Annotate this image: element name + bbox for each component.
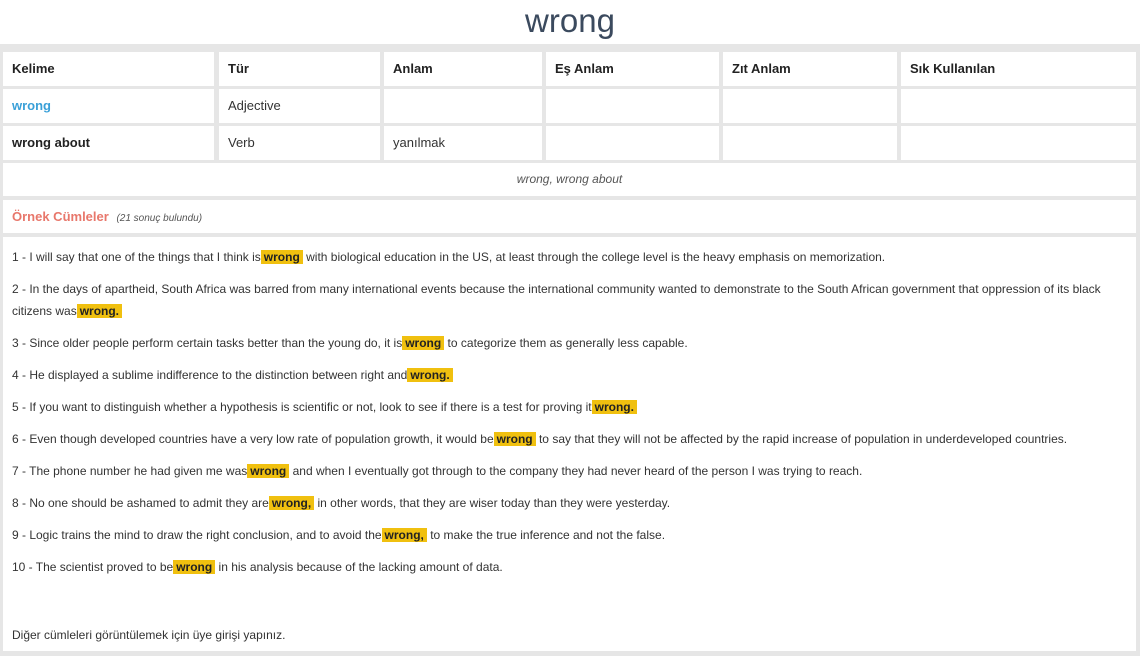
word-cell: wrong about [3,126,214,160]
example-sentences-panel [3,237,1136,651]
highlighted-word: wrong [173,560,215,574]
highlighted-word: wrong, [269,496,314,510]
highlighted-word: wrong [247,464,289,478]
examples-header [3,200,1136,233]
example-sentence [12,556,1127,578]
word-cell [3,89,214,123]
sentence-text: 10 - The scientist proved to be [12,560,174,574]
example-sentence [12,246,1127,268]
table-row [3,126,1136,160]
sentence-text: to categorize them as generally less capable. [444,336,688,350]
column-header-es-anlam: Eş Anlam [546,52,719,86]
synonym-cell [546,126,719,160]
sentence-text: 8 - No one should be ashamed to admit they are [12,496,269,510]
common-usage-cell [901,126,1136,160]
sentence-text: 2 - In the days of apartheid, South Africa was barred from many international events because the international community wanted to demonstrate to the South African government that oppression of its black citizens was [12,282,1101,318]
example-sentence [12,492,1127,514]
word-summary: wrong, wrong about [3,163,1136,196]
example-sentence [12,460,1127,482]
sentence-text: 7 - The phone number he had given me was [12,464,248,478]
sentence-text: and when I eventually got through to the company they had never heard of the person I was trying to reach. [289,464,863,478]
example-sentence [12,332,1127,354]
highlighted-word: wrong. [407,368,452,382]
type-cell: Verb [219,126,380,160]
example-sentence [12,278,1127,322]
sentence-text: to make the true inference and not the false. [426,528,666,542]
column-header-sik-kullanilan: Sık Kullanılan [901,52,1136,86]
example-sentence [12,396,1127,418]
sentence-text: to say that they will not be affected by the rapid increase of population in underdeveloped countries. [535,432,1068,446]
sentence-text: with biological education in the US, at least through the college level is the heavy emphasis on memorization. [302,250,886,264]
type-cell: Adjective [219,89,380,123]
sentence-text: 9 - Logic trains the mind to draw the right conclusion, and to avoid the [12,528,382,542]
login-prompt-text[interactable]: Diğer cümleleri görüntülemek için üye girişi yapınız. [12,628,286,642]
example-sentence [12,524,1127,546]
highlighted-word: wrong [494,432,536,446]
page-title: wrong [0,0,1140,44]
examples-count: (21 sonuç bulundu) [116,213,203,224]
column-header-kelime: Kelime [3,52,214,86]
synonym-cell [546,89,719,123]
example-sentence [12,428,1127,450]
highlighted-word: wrong [402,336,444,350]
sentence-text: 6 - Even though developed countries have a very low rate of population growth, it would be [12,432,494,446]
sentence-text: in other words, that they are wiser today than they were yesterday. [314,496,671,510]
highlighted-word: wrong [261,250,303,264]
column-header-anlam: Anlam [384,52,542,86]
sentence-list [12,246,1127,578]
sentence-text: 5 - If you want to distinguish whether a hypothesis is scientific or not, look to see if there is a test for proving it [12,400,592,414]
word-link[interactable]: wrong [12,98,51,113]
antonym-cell [723,126,897,160]
example-sentence [12,364,1127,386]
meaning-cell [384,89,542,123]
highlighted-word: wrong. [592,400,637,414]
login-prompt [12,628,285,642]
sentence-text: in his analysis because of the lacking amount of data. [215,560,503,574]
meaning-cell: yanılmak [384,126,542,160]
table-row [3,89,1136,123]
examples-title: Örnek Cümleler [12,209,109,224]
table-header-row [3,52,1136,86]
column-header-tur: Tür [219,52,380,86]
sentence-text: 1 - I will say that one of the things that I think is [12,250,261,264]
sentence-text: 3 - Since older people perform certain tasks better than the young do, it is [12,336,403,350]
highlighted-word: wrong. [77,304,122,318]
column-header-zit-anlam: Zıt Anlam [723,52,897,86]
common-usage-cell [901,89,1136,123]
antonym-cell [723,89,897,123]
highlighted-word: wrong, [382,528,427,542]
sentence-text: 4 - He displayed a sublime indifference to the distinction between right and [12,368,408,382]
